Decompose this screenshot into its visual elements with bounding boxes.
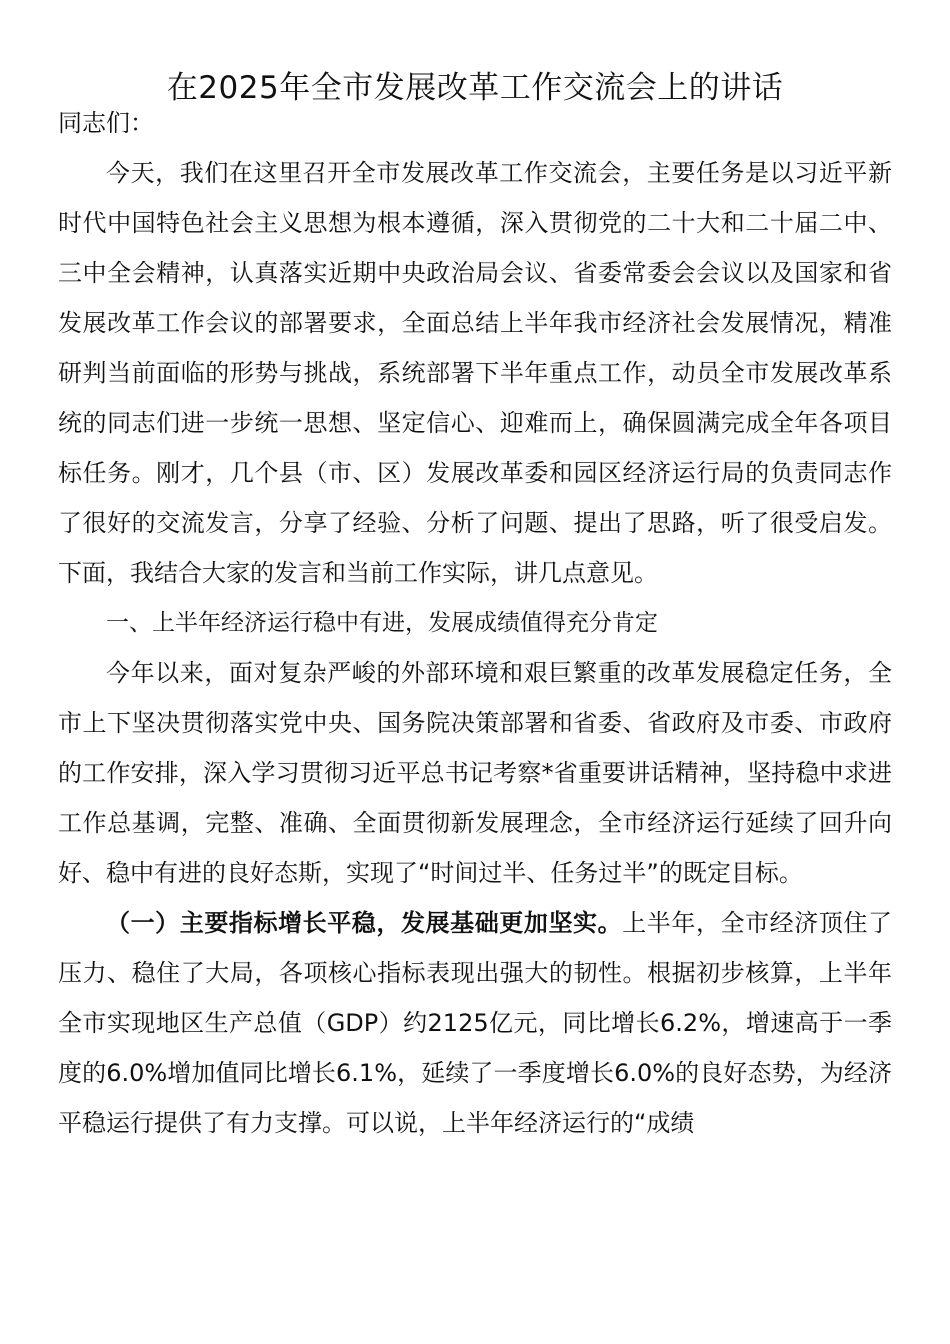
paragraph-indicators bbox=[58, 898, 892, 1148]
document-title: 在2025年全市发展改革工作交流会上的讲话 bbox=[166, 70, 784, 106]
sub-heading-1: （一）主要指标增长平稳，发展基础更加坚实。 bbox=[106, 909, 623, 937]
paragraph-review: 今年以来，面对复杂严峻的外部环境和艰巨繁重的改革发展稳定任务，全市上下坚决贯彻落实党中央、国务院决策部署和省委、省政府及市委、市政府的工作安排，深入学习贯彻习近平总书记考察*省重要讲话精神，坚持稳中求进工作总基调，完整、准确、全面贯彻新发展理念，全市经济运行延续了回升向好、稳中有进的良好态斯，实现了“时间过半、任务过半”的既定目标。 bbox=[58, 659, 892, 887]
paragraph-indicators-body: 上半年，全市经济顶住了压力、稳住了大局，各项核心指标表现出强大的韧性。根据初步核算，上半年全市实现地区生产总值（GDP）约2125亿元，同比增长6.2%，增速高于一季度的6.0%增加值同比增长6.1%，延续了一季度增长6.0%的良好态势，为经济平稳运行提供了有力支撑。可以说，上半年经济运行的“成绩 bbox=[58, 909, 893, 1137]
document-page bbox=[58, 62, 892, 1148]
section-heading-1: 一、上半年经济运行稳中有进，发展成绩值得充分肯定 bbox=[106, 610, 658, 636]
paragraph-opening: 今天，我们在这里召开全市发展改革工作交流会，主要任务是以习近平新时代中国特色社会主义思想为根本遵循，深入贯彻党的二十大和二十届二中、三中全会精神，认真落实近期中央政治局会议、省委常委会会议以及国家和省发展改革工作会议的部署要求，全面总结上半年我市经济社会发展情况，精准研判当前面临的形势与挑战，系统部署下半年重点工作，动员全市发展改革系统的同志们进一步统一思想、坚定信心、迎难而上，确保圆满完成全年各项目标任务。刚才，几个县（市、区）发展改革委和园区经济运行局的负责同志作了很好的交流发言，分享了经验、分析了问题、提出了思路，听了很受启发。下面，我结合大家的发言和当前工作实际，讲几点意见。 bbox=[58, 159, 892, 587]
salutation: 同志们： bbox=[58, 109, 154, 137]
